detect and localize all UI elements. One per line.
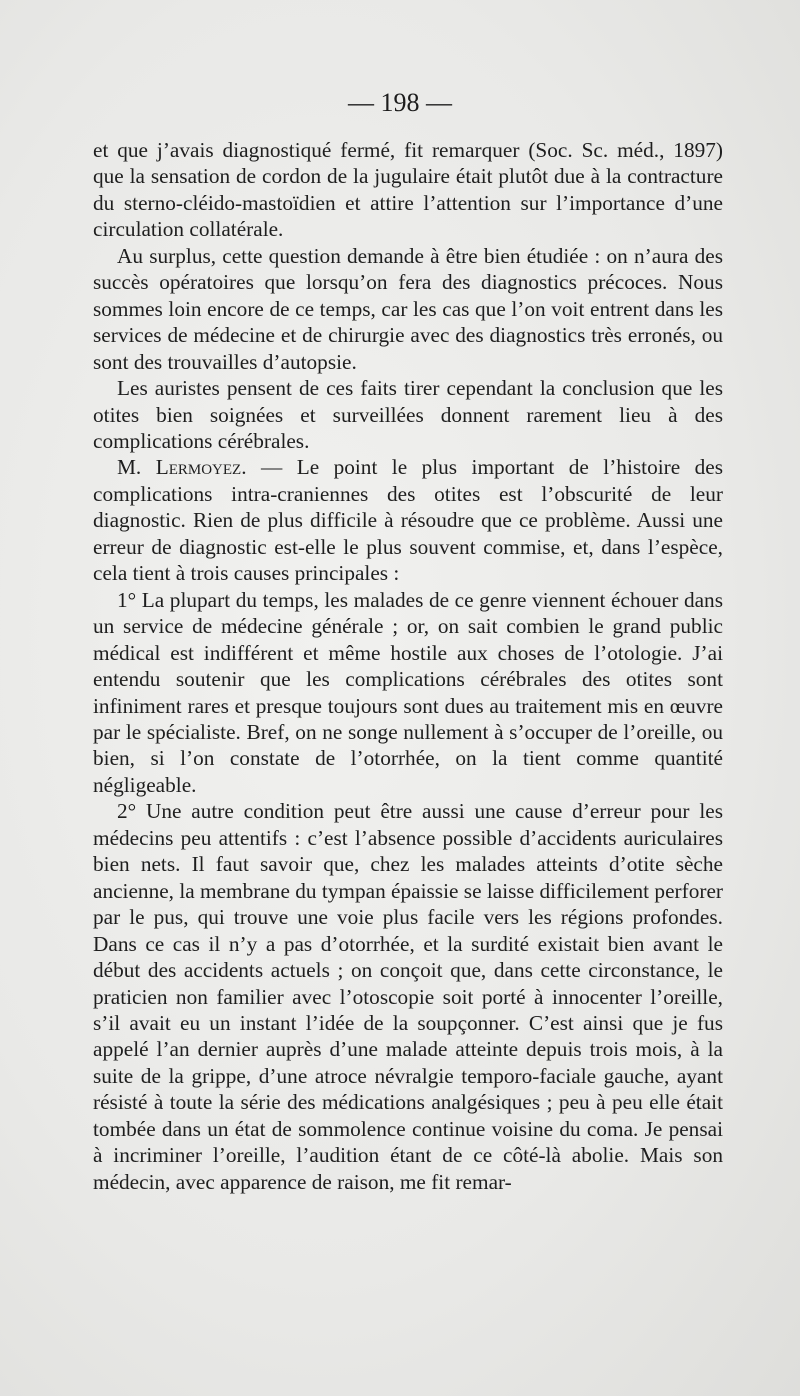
- speaker-prefix: M.: [117, 455, 156, 480]
- page-number: — 198 —: [348, 88, 452, 117]
- paragraph-1: et que j’avais diagnostiqué fermé, fit remarquer (Soc. Sc. méd., 1897) que la sensation de cordon de la jugulaire était plutôt due à la contracture du sterno-cléido-mastoïdien et attire l’attention sur l’importance d’une circulation collatérale.: [93, 138, 723, 242]
- body-text: [93, 137, 723, 1195]
- paragraph-5: 1° La plupart du temps, les malades de ce genre viennent échouer dans un service de médecine générale ; or, on sait combien le grand public médical est indifférent et même hostile aux choses de l’otologie. J’ai entendu soutenir que les complications cérébrales des otites sont infiniment rares et presque toujours sont dues au traitement mis en œuvre par le spécialiste. Bref, on ne songe nullement à s’occuper de l’oreille, ou bien, si l’on constate de l’otorrhée, on la tient comme quantité négligeable.: [93, 587, 723, 797]
- paragraph-6: 2° Une autre condition peut être aussi une cause d’erreur pour les médecins peu attentifs : c’est l’absence possible d’accidents auriculaires bien nets. Il faut savoir que, chez les malades atteints d’otite sèche ancienne, la membrane du tympan épaissie se laisse difficilement perforer par le pus, qui trouve une voie plus facile vers les régions profondes. Dans ce cas il n’y a pas d’otorrhée, et la surdité existait bien avant le début des accidents actuels ; on conçoit que, dans cette circonstance, le praticien non familier avec l’otoscopie soit porté à innocenter l’oreille, s’il avait eu un instant l’idée de la soupçonner. C’est ainsi que je fus appelé l’an dernier auprès d’une malade atteinte depuis trois mois, à la suite de la grippe, d’une atroce névralgie temporo-faciale gauche, ayant résisté à toute la série des médications analgésiques ; peu à peu elle était tombée dans un état de sommolence continue voisine du coma. Je pensai à incriminer l’oreille, l’audition étant de ce côté-là abolie. Mais son médecin, avec apparence de raison, me fit remar-: [93, 799, 723, 1194]
- paragraph-4-text: . — Le point le plus important de l’histoire des complications intra-craniennes des otites est l’obscurité de leur diagnostic. Rien de plus difficile à résoudre que ce problème. Aussi une erreur de diagnostic est-elle le plus souvent commise, et, dans l’espèce, cela tient à trois causes principales :: [93, 455, 723, 586]
- paragraph-2: Au surplus, cette question demande à être bien étudiée : on n’aura des succès opératoires que lorsqu’on fera des diagnostics précoces. Nous sommes loin encore de ce temps, car les cas que l’on voit entrent dans les services de médecine et de chirurgie avec des diagnostics très erronés, ou sont des trouvailles d’autopsie.: [93, 243, 723, 374]
- paragraph-3: Les auristes pensent de ces faits tirer cependant la conclusion que les otites bien soignées et surveillées donnent rarement lieu à des complications cérébrales.: [93, 376, 723, 453]
- paragraph-4: [93, 454, 723, 586]
- speaker-name: Lermoyez: [155, 455, 242, 480]
